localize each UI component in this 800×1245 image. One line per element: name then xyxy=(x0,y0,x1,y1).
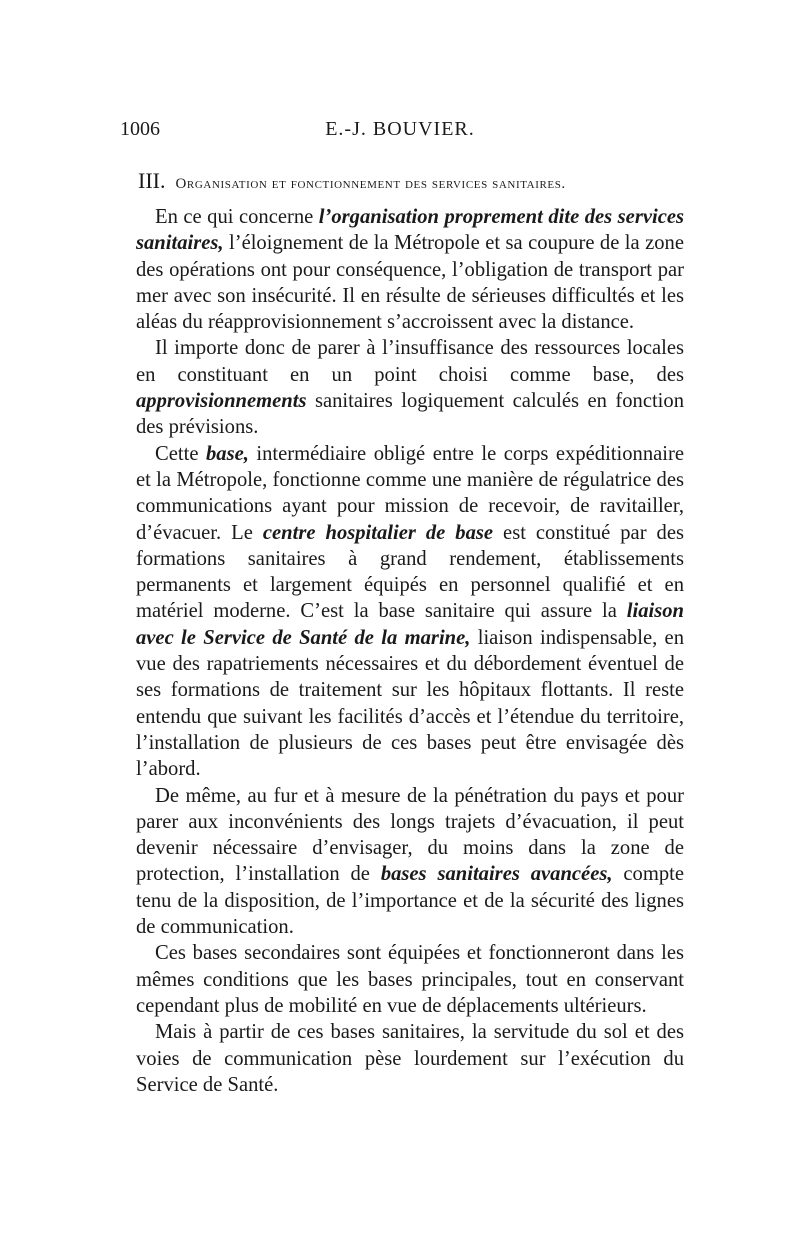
emphasis-run: approvisionnements xyxy=(136,390,307,413)
text-run: est constitué par des formations sanitaires à grand rendement, établissements permanents et largement équipés en personnel qualifié et en matériel moderne. C’est la base sanitaire qui assure la xyxy=(136,521,684,623)
text-run: compte tenu de la disposition, de l’importance et de la sécurité des lignes de communication. xyxy=(136,863,684,939)
text-run: Ces bases secondaires sont équipées et fonctionneront dans les mêmes conditions que les bases principales, tout en conservant cependant plus de mobilité en vue de déplacements ultérieurs. xyxy=(136,942,684,1017)
emphasis-run: bases sanitaires avancées, xyxy=(380,863,613,886)
page-number: 1006 xyxy=(120,118,160,140)
text-run: En ce qui concerne xyxy=(155,206,319,228)
text-run: Il importe donc de parer à l’insuffisance des ressources locales en constituant en un point choisi comme base, des xyxy=(136,337,684,386)
paragraph xyxy=(136,1019,684,1098)
emphasis-run: liaison avec le Service de Santé de la marine, xyxy=(136,600,684,649)
body-text xyxy=(136,204,684,1098)
emphasis-run: base, xyxy=(205,442,249,465)
text-run: sanitaires logiquement calculés en fonction des prévisions. xyxy=(136,390,684,439)
paragraph xyxy=(136,335,684,440)
running-title: E.-J. BOUVIER. xyxy=(325,118,475,140)
emphasis-run: l’organisation proprement dite des services sanitaires, xyxy=(136,206,684,255)
text-run: Cette xyxy=(155,442,206,465)
paragraph xyxy=(136,783,684,941)
text-run: Mais à partir de ces bases sanitaires, la servitude du sol et des voies de communication pèse lourdement sur l’exécution du Service de Santé. xyxy=(136,1021,684,1096)
section-number: III. xyxy=(138,168,166,193)
text-run: liaison indispensable, en vue des rapatriements nécessaires et du débordement éventuel de ses formations de traitement sur les hôpitaux flottants. Il reste entendu que suivant les facilités d’accès et l’étendue du territoire, l’installation de plusieurs de ces bases peut être envisagée dès l’abord. xyxy=(136,626,684,781)
paragraph xyxy=(136,204,684,335)
section-title: Organisation et fonctionnement des services sanitaires. xyxy=(175,176,566,192)
text-run: l’éloignement de la Métropole et sa coupure de la zone des opérations ont pour conséquence, l’obligation de transport par mer avec son insécurité. Il en résulte de sérieuses difficultés et les aléas du réapprovisionnement s’accroissent avec la distance. xyxy=(136,232,684,334)
text-run: De même, au fur et à mesure de la pénétration du pays et pour parer aux inconvénients des longs trajets d’évacuation, il peut devenir nécessaire d’envisager, du moins dans la zone de protection, l’installation de xyxy=(136,784,684,886)
section-heading xyxy=(138,168,678,194)
page-header xyxy=(120,118,680,144)
paragraph xyxy=(136,940,684,1019)
text-run: intermédiaire obligé entre le corps expéditionnaire et la Métropole, fonctionne comme une manière de régulatrice des communications ayant pour mission de recevoir, de ravitailler, d’évacuer. Le xyxy=(136,442,684,544)
paragraph xyxy=(136,441,684,783)
emphasis-run: centre hospitalier de base xyxy=(262,521,494,544)
